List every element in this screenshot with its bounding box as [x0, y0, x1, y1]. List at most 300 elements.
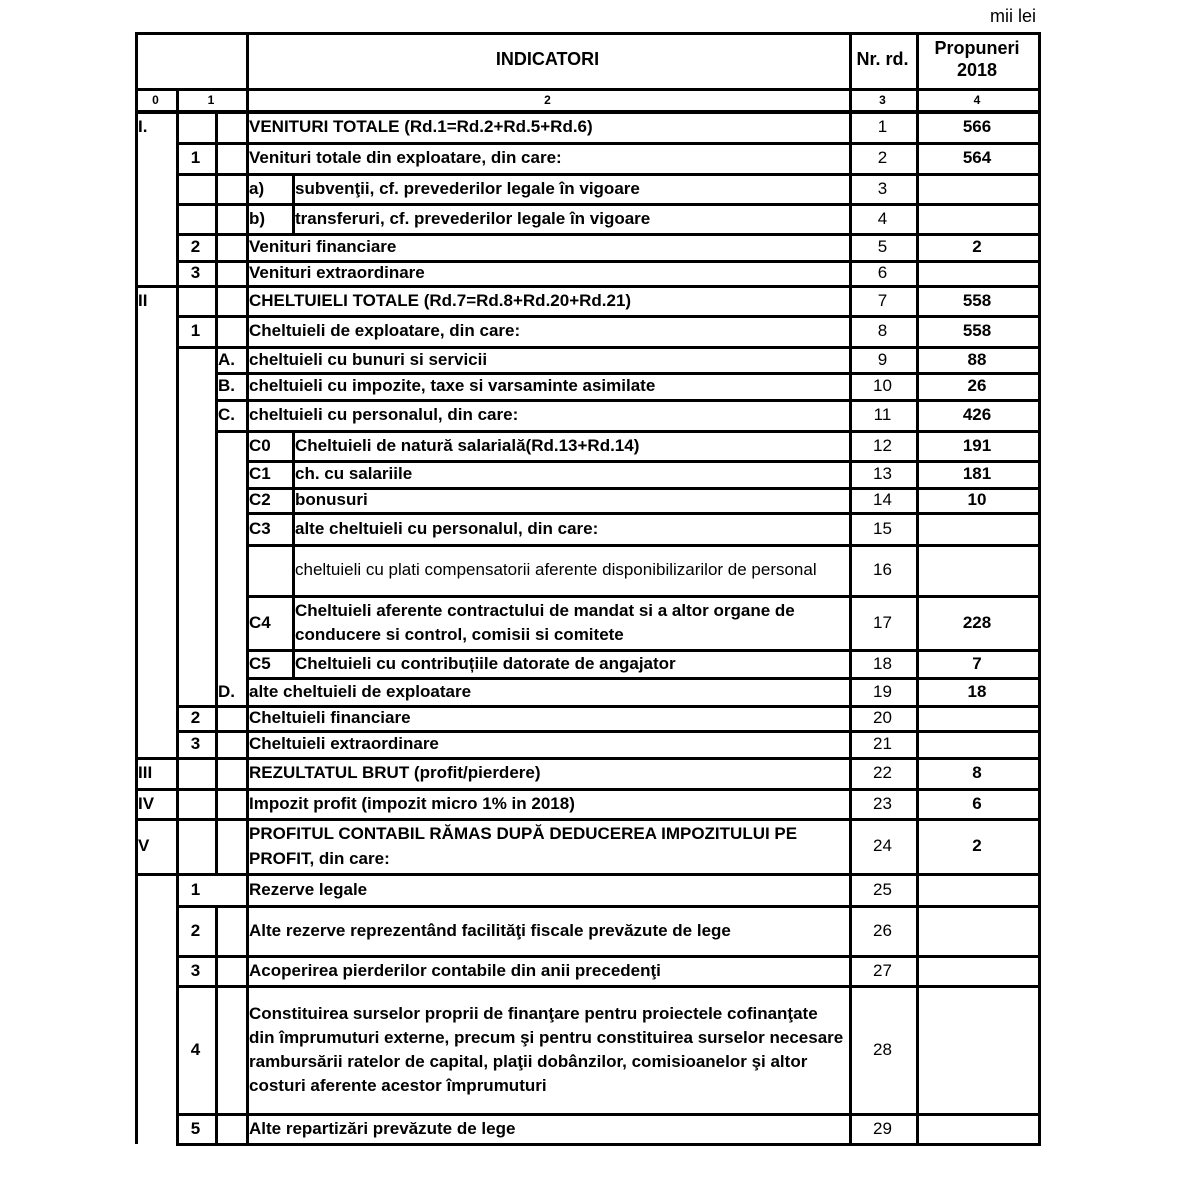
- grid-line: [849, 874, 852, 906]
- row-nr: 17: [873, 612, 892, 632]
- row-indicator: Cheltuieli extraordinare: [249, 734, 439, 754]
- header-propuneri: Propuneri 2018: [934, 38, 1020, 80]
- grid-line: [849, 112, 852, 143]
- grid-line: [176, 261, 179, 286]
- grid-line: [849, 789, 852, 819]
- grid-line: [916, 286, 919, 316]
- grid-line: [849, 731, 852, 758]
- grid-line: [246, 512, 1041, 515]
- row-indicator: Venituri totale din exploatare, din care:: [249, 148, 562, 168]
- grid-line: [849, 461, 852, 488]
- grid-line: [916, 88, 919, 112]
- grid-line: [916, 596, 919, 650]
- grid-line: [916, 678, 919, 706]
- row-indicator: transferuri, cf. prevederilor legale în vigoare: [295, 208, 651, 228]
- grid-line: [849, 513, 852, 545]
- grid-line: [916, 112, 919, 143]
- grid-line: [1038, 874, 1041, 906]
- row-roman: I.: [138, 117, 148, 137]
- grid-line: [292, 461, 295, 488]
- row-nr: 13: [873, 464, 892, 484]
- row-value: 191: [962, 435, 992, 455]
- grid-line: [246, 173, 849, 176]
- row-nr: 8: [877, 321, 888, 341]
- grid-line: [1038, 650, 1041, 678]
- column-number: 0: [152, 92, 159, 107]
- row-value: [916, 706, 1038, 731]
- grid-line: [246, 88, 249, 112]
- grid-line: [215, 234, 218, 261]
- grid-line: [246, 347, 249, 373]
- grid-line: [176, 346, 1041, 349]
- grid-line: [292, 596, 295, 650]
- grid-line: [246, 706, 249, 731]
- grid-line: [176, 260, 1041, 263]
- row-roman: IV: [138, 793, 155, 813]
- grid-line: [849, 906, 852, 956]
- grid-line: [215, 678, 218, 706]
- row-value: 2: [972, 237, 982, 257]
- row-nr: 11: [873, 405, 892, 425]
- grid-line: [246, 596, 249, 650]
- grid-line: [215, 261, 218, 286]
- grid-line: [916, 789, 919, 819]
- row-nr: 20: [873, 708, 892, 728]
- row-roman: II: [138, 290, 148, 310]
- grid-line: [176, 142, 1041, 145]
- grid-line: [246, 32, 249, 91]
- grid-line: [176, 985, 1041, 988]
- grid-line: [176, 233, 1041, 236]
- row-value: 566: [962, 117, 992, 137]
- row-value: [916, 545, 1038, 596]
- grid-line: [246, 234, 249, 261]
- row-value: [916, 1114, 1038, 1144]
- grid-line: [246, 545, 249, 596]
- grid-line: [916, 32, 919, 91]
- grid-line: [916, 373, 919, 400]
- grid-line: [1038, 234, 1041, 261]
- grid-line: [135, 596, 138, 650]
- row-nr: 5: [877, 237, 888, 257]
- row-indicator: subvenţii, cf. prevederilor legale în vigoare: [295, 178, 640, 198]
- row-indicator: cheltuieli cu impozite, taxe si varsaminte asimilate: [249, 376, 656, 396]
- row-value: 426: [962, 405, 992, 425]
- row-indicator: cheltuieli cu bunuri si servicii: [249, 349, 488, 369]
- row-nr: 15: [873, 518, 892, 538]
- grid-line: [135, 513, 138, 545]
- grid-line: [246, 373, 249, 400]
- row-indicator: Rezerve legale: [249, 879, 368, 899]
- grid-line: [1038, 513, 1041, 545]
- row-value: [916, 956, 1038, 986]
- grid-line: [849, 286, 852, 316]
- grid-line: [176, 678, 179, 706]
- grid-line: [916, 874, 919, 906]
- row-nr: 24: [873, 836, 892, 856]
- grid-line: [246, 595, 1041, 598]
- grid-line: [916, 650, 919, 678]
- grid-line: [135, 819, 138, 874]
- grid-line: [135, 234, 138, 261]
- grid-line: [849, 88, 852, 112]
- grid-line: [215, 400, 218, 431]
- grid-line: [215, 956, 218, 986]
- grid-line: [849, 347, 852, 373]
- row-value: 558: [962, 321, 992, 341]
- grid-line: [1038, 88, 1041, 112]
- grid-line: [176, 174, 179, 204]
- grid-line: [1038, 286, 1041, 316]
- grid-line: [246, 431, 249, 461]
- grid-line: [135, 174, 138, 204]
- row-value: [916, 731, 1038, 758]
- row-number: 2: [190, 708, 201, 728]
- row-subcode: C2: [249, 490, 271, 510]
- grid-line: [916, 488, 919, 513]
- row-subcode: C3: [249, 518, 271, 538]
- grid-line: [246, 819, 249, 874]
- row-value: 18: [967, 681, 987, 701]
- grid-line: [176, 204, 179, 234]
- grid-line: [176, 316, 179, 347]
- grid-line: [246, 316, 249, 347]
- row-indicator: cheltuieli cu plati compensatorii aferente disponibilizarilor de personal: [295, 560, 817, 580]
- row-nr: 14: [873, 490, 892, 510]
- grid-line: [215, 174, 218, 204]
- header-nr-rd: Nr. rd.: [856, 49, 909, 70]
- grid-line: [1038, 906, 1041, 956]
- grid-line: [176, 373, 179, 400]
- grid-line: [176, 819, 179, 874]
- grid-line: [135, 111, 1041, 114]
- grid-line: [292, 431, 295, 461]
- row-nr: 28: [873, 1039, 892, 1059]
- grid-line: [916, 431, 919, 461]
- grid-line: [215, 347, 218, 373]
- grid-line: [849, 678, 852, 706]
- row-indicator: CHELTUIELI TOTALE (Rd.7=Rd.8+Rd.20+Rd.21): [249, 290, 632, 310]
- grid-line: [849, 316, 852, 347]
- row-nr: 6: [877, 263, 888, 283]
- grid-line: [176, 203, 1041, 206]
- grid-line: [176, 596, 179, 650]
- grid-line: [916, 400, 919, 431]
- grid-line: [176, 650, 179, 678]
- grid-line: [916, 986, 919, 1114]
- grid-line: [215, 316, 218, 347]
- grid-line: [292, 650, 295, 678]
- grid-line: [849, 596, 852, 650]
- grid-line: [246, 874, 249, 906]
- grid-line: [1038, 112, 1041, 143]
- grid-line: [135, 261, 138, 286]
- grid-line: [1038, 545, 1041, 596]
- row-indicator: REZULTATUL BRUT (profit/pierdere): [249, 763, 541, 783]
- row-indicator: ch. cu salariile: [295, 464, 413, 484]
- row-indicator: Cheltuieli aferente contractului de mandat si a altor organe de conducere si control, comisii si comitete: [295, 600, 795, 644]
- grid-line: [246, 460, 1041, 463]
- grid-line: [1038, 431, 1041, 461]
- grid-line: [292, 513, 295, 545]
- grid-line: [849, 174, 852, 204]
- grid-line: [215, 731, 218, 758]
- row-letter: A.: [218, 349, 235, 369]
- grid-line: [916, 461, 919, 488]
- row-number: 3: [190, 263, 201, 283]
- grid-line: [849, 545, 852, 596]
- grid-line: [215, 112, 218, 143]
- grid-line: [215, 986, 218, 1114]
- grid-line: [1038, 400, 1041, 431]
- row-nr: 2: [877, 148, 888, 168]
- grid-line: [176, 730, 1041, 733]
- row-number: 2: [190, 920, 201, 940]
- grid-line: [176, 431, 179, 461]
- grid-line: [176, 1113, 1041, 1116]
- grid-line: [916, 513, 919, 545]
- grid-line: [246, 649, 1041, 652]
- grid-line: [176, 315, 1041, 318]
- row-number: 1: [190, 879, 201, 899]
- grid-line: [215, 461, 218, 488]
- grid-line: [246, 650, 249, 678]
- row-value: [916, 906, 1038, 956]
- grid-line: [176, 731, 179, 758]
- grid-line: [1038, 706, 1041, 731]
- grid-line: [215, 143, 218, 174]
- grid-line: [176, 956, 179, 986]
- row-number: 1: [190, 148, 201, 168]
- grid-line: [176, 906, 179, 956]
- grid-line: [246, 174, 249, 204]
- grid-line: [135, 204, 138, 234]
- row-nr: 16: [873, 560, 892, 580]
- grid-line: [849, 1114, 852, 1144]
- header-indicatori: INDICATORI: [495, 49, 600, 70]
- row-value: [916, 986, 1038, 1114]
- grid-line: [176, 88, 179, 112]
- grid-line: [246, 286, 249, 316]
- grid-line: [246, 461, 249, 488]
- row-nr: 9: [877, 349, 888, 369]
- row-indicator: Venituri extraordinare: [249, 263, 425, 283]
- grid-line: [135, 431, 138, 461]
- grid-line: [176, 986, 179, 1114]
- row-nr: 18: [873, 653, 892, 673]
- grid-line: [246, 400, 249, 431]
- grid-line: [1038, 986, 1041, 1114]
- grid-line: [1038, 758, 1041, 789]
- grid-line: [292, 545, 295, 596]
- grid-line: [135, 285, 1041, 288]
- grid-line: [135, 1114, 138, 1144]
- grid-line: [215, 906, 218, 956]
- row-value: 88: [967, 349, 987, 369]
- row-value: [916, 204, 1038, 234]
- row-indicator: Constituirea surselor proprii de finanţare pentru proiectele cofinanţate din împrumuturi externe, precum şi pentru constituirea surselor necesare rambursării ratelor de capital, plaţii dobânzilor, comisioanelor şi altor costuri aferente acestor împrumuturi: [249, 1003, 844, 1096]
- row-nr: 4: [877, 208, 888, 228]
- grid-line: [135, 789, 138, 819]
- grid-line: [1038, 316, 1041, 347]
- grid-line: [246, 677, 1041, 680]
- grid-line: [135, 650, 138, 678]
- grid-line: [246, 204, 249, 234]
- row-indicator: Venituri financiare: [249, 237, 397, 257]
- grid-line: [246, 112, 249, 143]
- grid-line: [916, 545, 919, 596]
- grid-line: [215, 204, 218, 234]
- grid-line: [176, 1143, 1041, 1146]
- row-indicator: VENITURI TOTALE (Rd.1=Rd.2+Rd.5+Rd.6): [249, 117, 593, 137]
- grid-line: [849, 956, 852, 986]
- grid-line: [176, 347, 179, 373]
- grid-line: [176, 955, 1041, 958]
- grid-line: [292, 204, 295, 234]
- row-indicator: Cheltuieli cu contribuțiile datorate de angajator: [295, 653, 676, 673]
- grid-line: [135, 873, 1041, 876]
- grid-line: [246, 789, 249, 819]
- grid-line: [135, 400, 138, 431]
- row-nr: 7: [877, 290, 888, 310]
- grid-line: [135, 112, 138, 143]
- grid-line: [135, 32, 1041, 35]
- grid-line: [215, 596, 218, 650]
- row-letter: C.: [218, 405, 235, 425]
- grid-line: [849, 234, 852, 261]
- row-nr: 26: [873, 920, 892, 940]
- row-nr: 25: [873, 879, 892, 899]
- grid-line: [849, 431, 852, 461]
- row-indicator: Impozit profit (impozit micro 1% in 2018): [249, 793, 575, 813]
- grid-line: [1038, 488, 1041, 513]
- grid-line: [916, 347, 919, 373]
- grid-line: [176, 789, 179, 819]
- grid-line: [916, 731, 919, 758]
- grid-line: [176, 112, 179, 143]
- grid-line: [916, 143, 919, 174]
- grid-line: [916, 316, 919, 347]
- grid-line: [176, 461, 179, 488]
- row-nr: 27: [873, 960, 892, 980]
- row-number: 1: [190, 321, 201, 341]
- grid-line: [215, 488, 218, 513]
- grid-line: [246, 956, 249, 986]
- grid-line: [1038, 347, 1041, 373]
- grid-line: [246, 513, 249, 545]
- row-value: [916, 513, 1038, 545]
- grid-line: [135, 545, 138, 596]
- grid-line: [135, 818, 1041, 821]
- grid-line: [246, 678, 249, 706]
- row-indicator: alte cheltuieli cu personalul, din care:: [295, 518, 599, 538]
- grid-line: [1038, 143, 1041, 174]
- grid-line: [849, 488, 852, 513]
- row-nr: 12: [873, 435, 892, 455]
- row-roman: V: [138, 836, 150, 856]
- grid-line: [215, 706, 218, 731]
- row-subcode: C1: [249, 464, 271, 484]
- row-subcode: a): [249, 178, 265, 198]
- grid-line: [1038, 678, 1041, 706]
- grid-line: [246, 906, 249, 956]
- row-value: 558: [962, 290, 992, 310]
- grid-line: [916, 906, 919, 956]
- row-subcode: C4: [249, 612, 271, 632]
- grid-line: [246, 261, 249, 286]
- grid-line: [849, 261, 852, 286]
- grid-line: [916, 204, 919, 234]
- row-indicator: PROFITUL CONTABIL RĂMAS DUPĂ DEDUCEREA IMPOZITULUI PE PROFIT, din care:: [249, 824, 798, 868]
- grid-line: [849, 706, 852, 731]
- grid-line: [246, 487, 1041, 490]
- row-indicator: Cheltuieli de natură salarială(Rd.13+Rd.14): [295, 435, 640, 455]
- row-nr: 22: [873, 763, 892, 783]
- grid-line: [215, 373, 218, 400]
- grid-line: [135, 788, 1041, 791]
- grid-line: [176, 874, 179, 906]
- row-indicator: Alte rezerve reprezentând facilităţi fiscale prevăzute de lege: [249, 920, 731, 940]
- grid-line: [849, 819, 852, 874]
- grid-line: [849, 373, 852, 400]
- grid-line: [246, 488, 249, 513]
- column-number: 4: [973, 92, 981, 107]
- grid-line: [176, 905, 1041, 908]
- grid-line: [246, 143, 249, 174]
- grid-line: [916, 234, 919, 261]
- row-value: 228: [962, 612, 992, 632]
- row-roman: III: [138, 763, 153, 783]
- grid-line: [176, 1114, 179, 1144]
- grid-line: [916, 174, 919, 204]
- grid-line: [1038, 373, 1041, 400]
- grid-line: [135, 758, 138, 789]
- grid-line: [135, 678, 138, 706]
- grid-line: [135, 461, 138, 488]
- grid-line: [215, 789, 218, 819]
- row-letter: D.: [218, 681, 235, 701]
- grid-line: [916, 819, 919, 874]
- row-number: 2: [190, 237, 201, 257]
- row-subcode: C5: [249, 653, 271, 673]
- grid-line: [135, 986, 138, 1114]
- row-value: [916, 174, 1038, 204]
- row-indicator: Cheltuieli financiare: [249, 708, 411, 728]
- grid-line: [849, 400, 852, 431]
- grid-line: [135, 88, 138, 112]
- grid-line: [176, 706, 179, 731]
- row-indicator: Acoperirea pierderilor contabile din anii precedenţi: [249, 960, 661, 980]
- column-number: 3: [879, 92, 886, 107]
- grid-line: [1038, 1114, 1041, 1144]
- row-indicator: Cheltuieli de exploatare, din care:: [249, 321, 521, 341]
- grid-line: [215, 431, 218, 461]
- grid-line: [135, 488, 138, 513]
- grid-line: [916, 758, 919, 789]
- grid-line: [246, 731, 249, 758]
- row-nr: 10: [873, 376, 892, 396]
- grid-line: [292, 174, 295, 204]
- row-subcode: C0: [249, 435, 271, 455]
- grid-line: [135, 731, 138, 758]
- row-nr: 3: [877, 178, 888, 198]
- row-nr: 1: [877, 117, 888, 137]
- grid-line: [135, 32, 138, 91]
- row-value: 181: [962, 464, 992, 484]
- grid-line: [215, 1114, 218, 1144]
- grid-line: [1038, 261, 1041, 286]
- grid-line: [215, 758, 218, 789]
